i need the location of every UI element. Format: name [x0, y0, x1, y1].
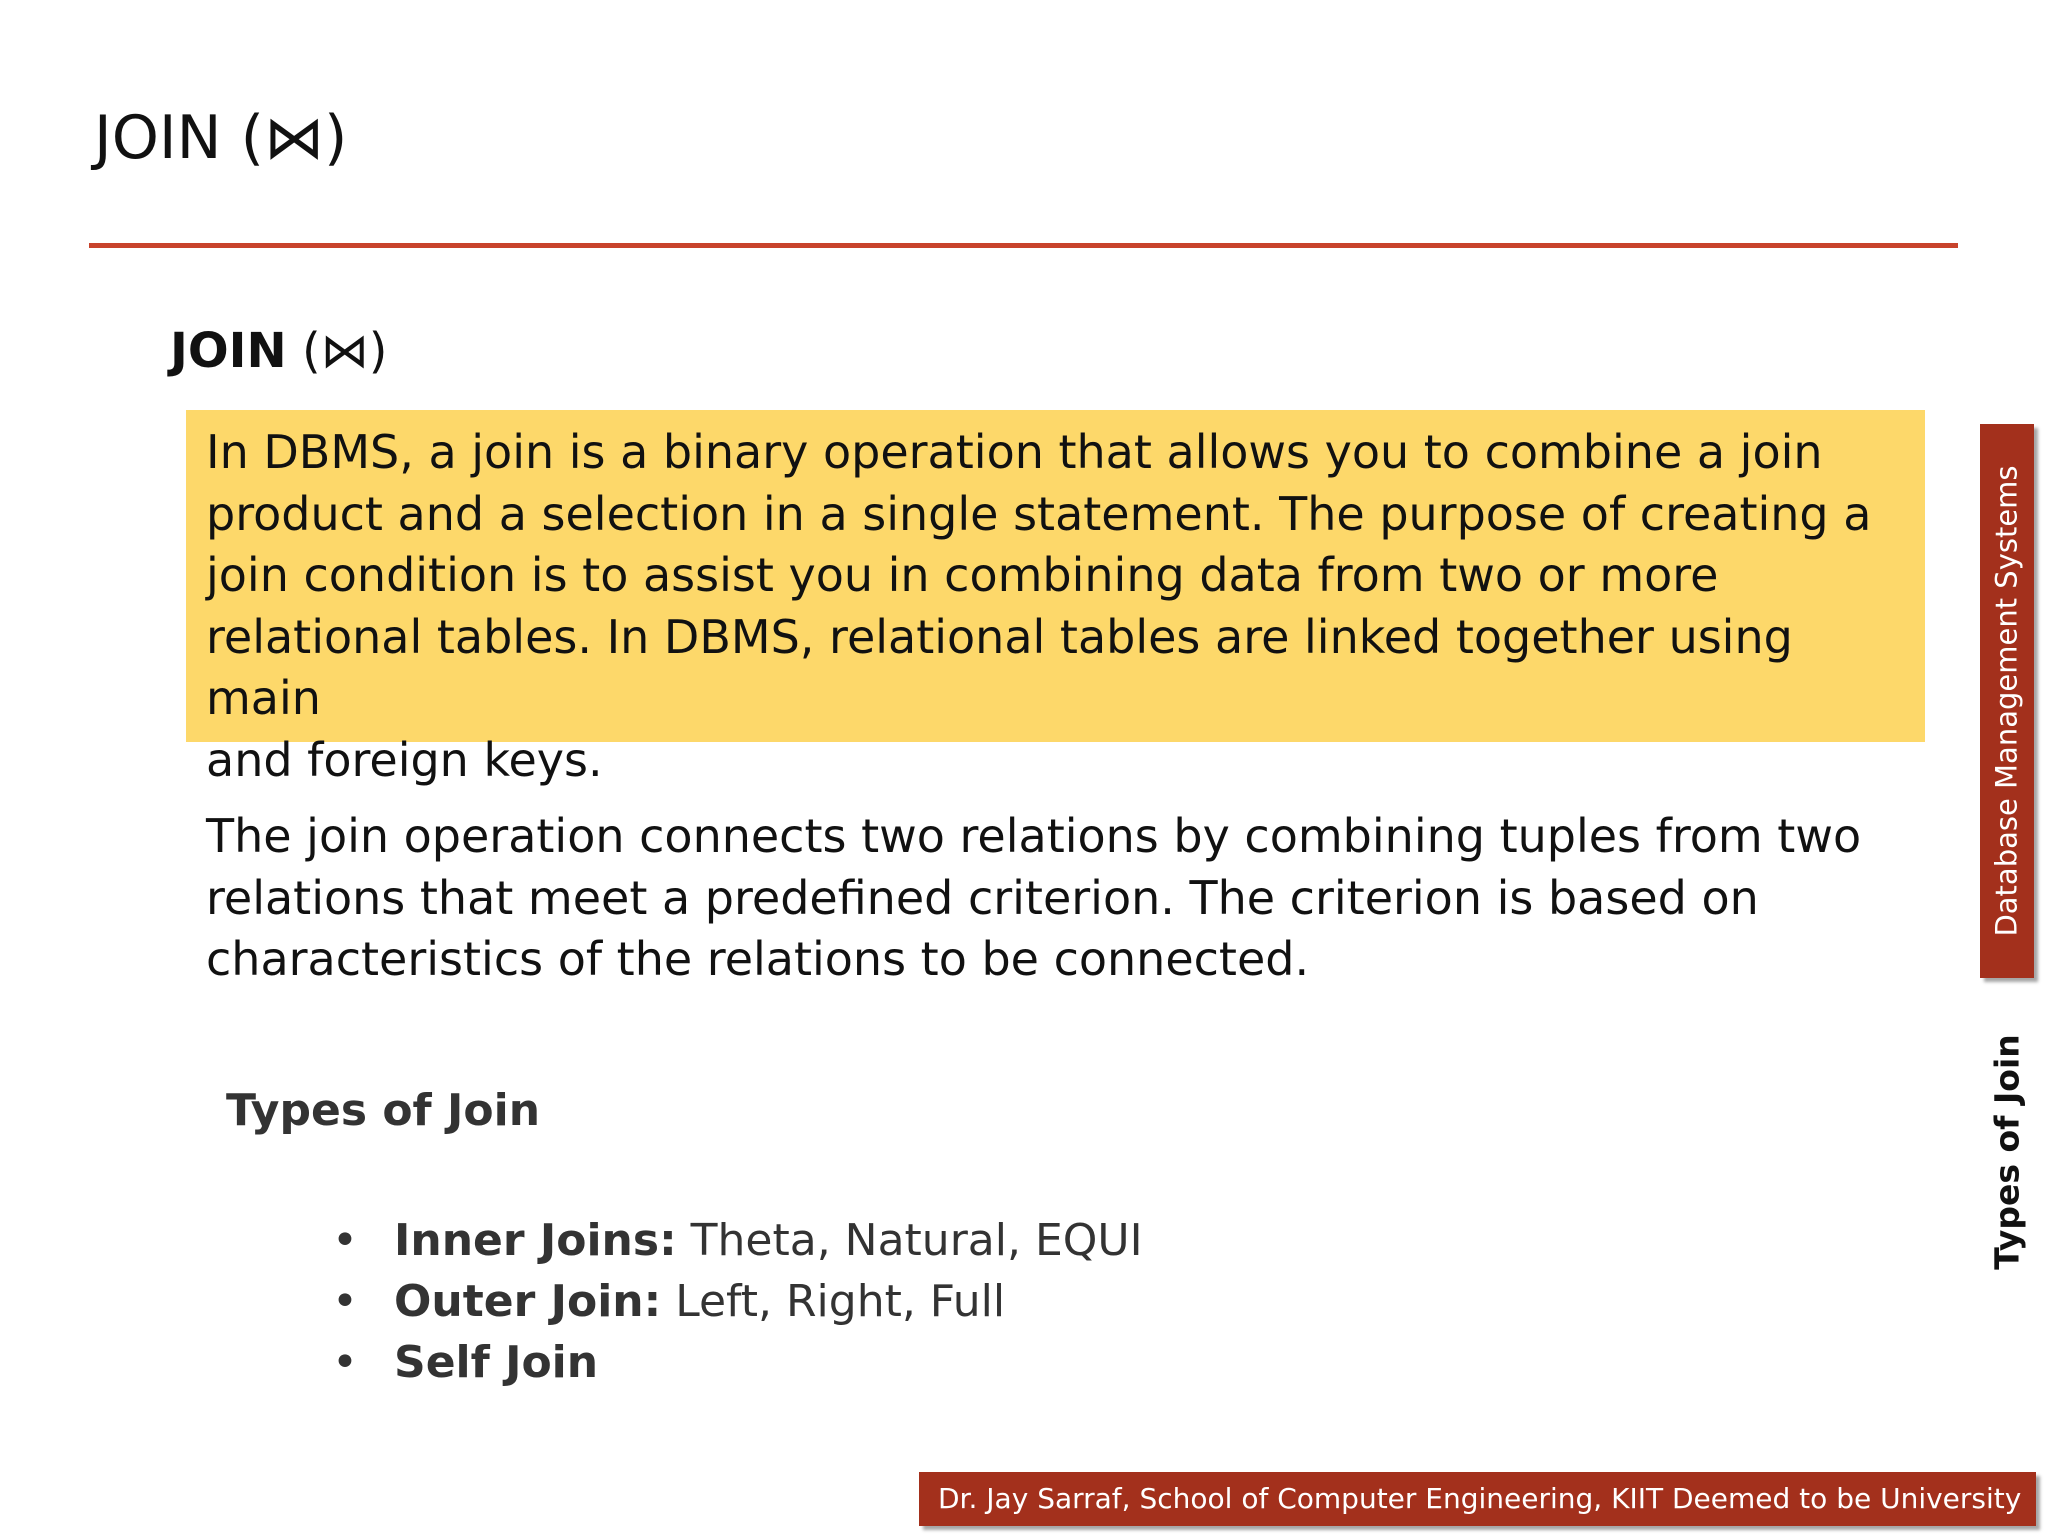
title-divider: [89, 243, 1958, 248]
section-heading: [170, 323, 388, 379]
list-item-label: Self Join: [394, 1337, 599, 1388]
footer-credit: Dr. Jay Sarraf, School of Computer Engineering, KIIT Deemed to be University: [938, 1482, 2022, 1515]
footer-bar: [919, 1472, 2036, 1526]
join-types-list: [320, 1210, 1143, 1393]
list-item: [320, 1271, 1143, 1332]
list-item-label: Outer Join:: [394, 1276, 662, 1327]
slide-title: JOIN (⋈): [94, 103, 348, 173]
list-item-value: Theta, Natural, EQUI: [676, 1215, 1143, 1266]
join-operation-paragraph: The join operation connects two relations by combining tuples from two relations that meet a predefined criterion. The criterion is based on characteristics of the relations to be connected.: [206, 809, 1862, 986]
definition-highlight-box: [186, 410, 1925, 787]
types-of-join-heading: Types of Join: [226, 1085, 541, 1136]
list-item: [320, 1210, 1143, 1271]
bullet-icon: •: [332, 1276, 358, 1327]
join-symbol: (⋈): [286, 323, 388, 379]
list-item-label: Inner Joins:: [394, 1215, 677, 1266]
list-item-value: Left, Right, Full: [661, 1276, 1006, 1327]
section-heading-bold: JOIN: [170, 323, 287, 379]
course-side-tab-label: Database Management Systems: [1989, 465, 2024, 937]
bullet-icon: •: [332, 1215, 358, 1266]
list-item: [320, 1332, 1143, 1393]
topic-side-label: Types of Join: [1987, 1034, 2027, 1270]
course-side-tab: [1980, 424, 2034, 978]
definition-text: In DBMS, a join is a binary operation that allows you to combine a join product and a selection in a single statement. The purpose of creating a join condition is to assist you in combining data from two or more relational tables. In DBMS, relational tables are linked together using main and foreign keys.: [206, 425, 1872, 787]
bullet-icon: •: [332, 1337, 358, 1388]
